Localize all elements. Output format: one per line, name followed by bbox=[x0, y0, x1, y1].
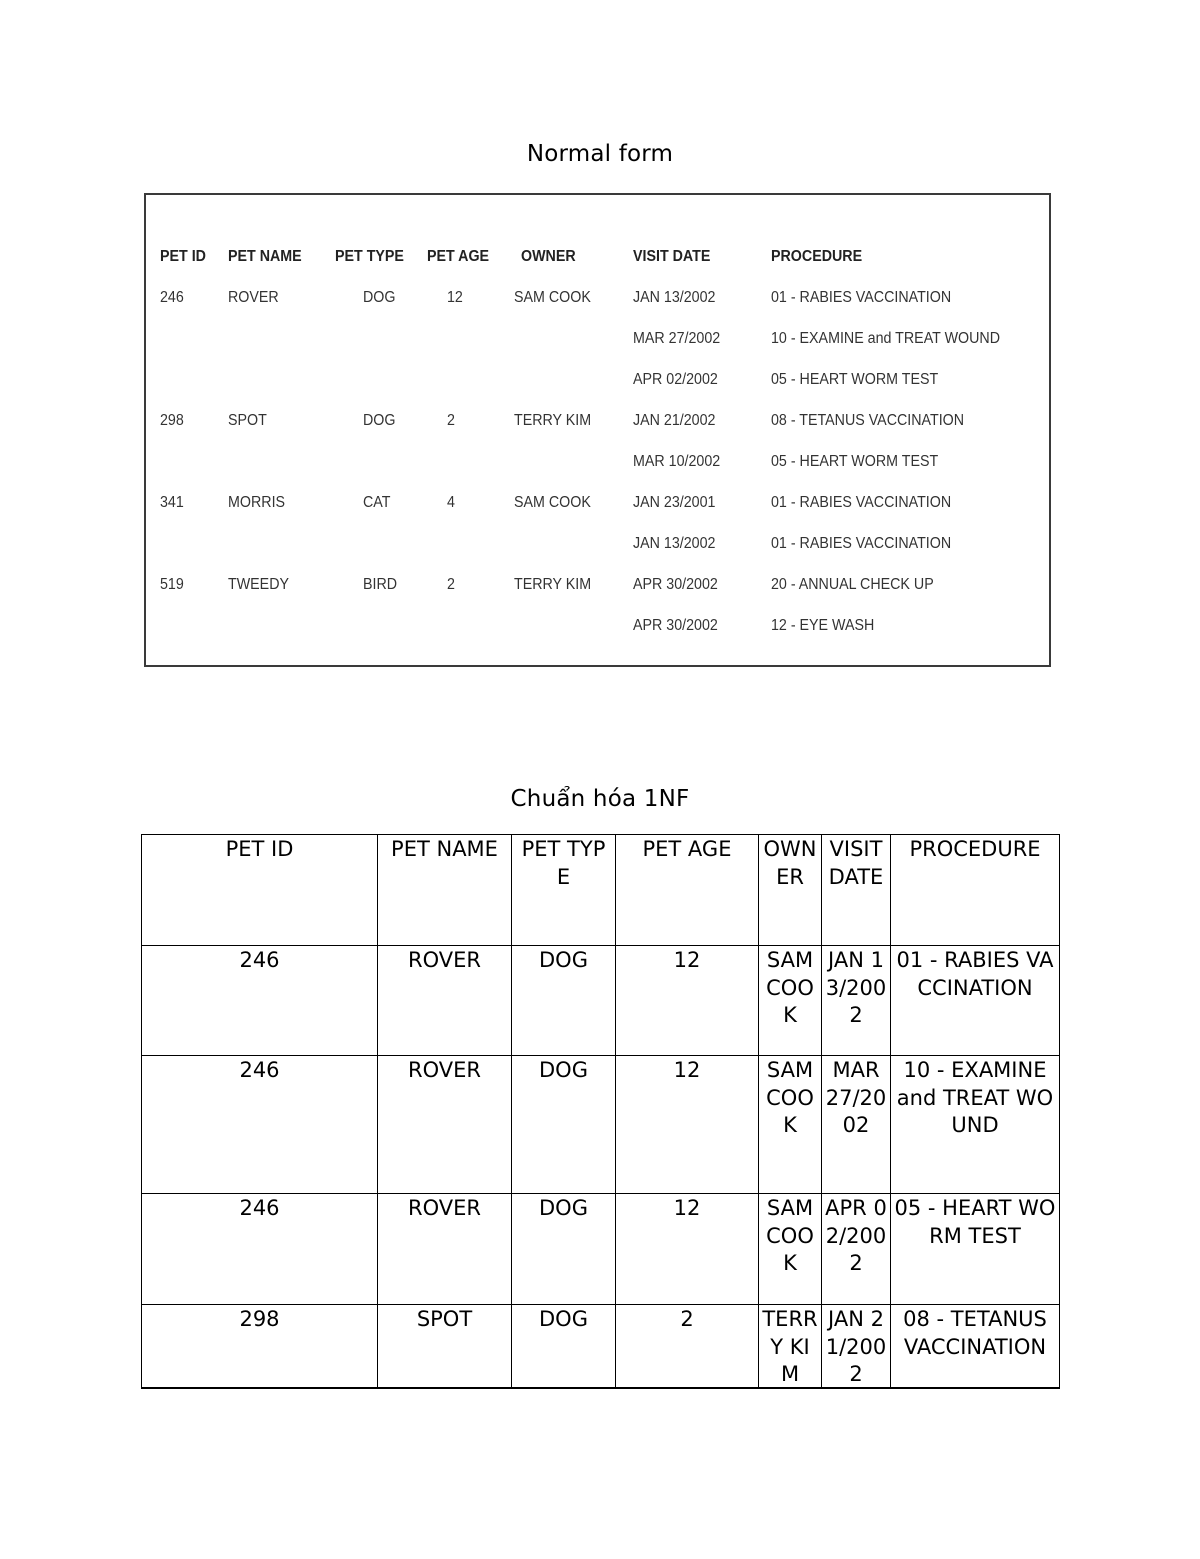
scan-cell: MORRIS bbox=[228, 494, 286, 511]
table-row bbox=[142, 1056, 1060, 1194]
table-cell: ROVER bbox=[378, 946, 512, 1056]
scan-header-cell: PET NAME bbox=[228, 248, 302, 265]
table-cut-line bbox=[141, 1387, 1060, 1389]
scan-cell: 01 - RABIES VACCINATION bbox=[771, 535, 952, 552]
page-bottom-margin bbox=[138, 1389, 1062, 1559]
table-cell: 01 - RABIES VACCINATION bbox=[891, 946, 1060, 1056]
table-cell: ROVER bbox=[378, 1194, 512, 1305]
scan-cell: APR 30/2002 bbox=[633, 617, 718, 634]
scan-header-cell: VISIT DATE bbox=[633, 248, 711, 265]
header-cell: PET TYPE bbox=[512, 835, 616, 946]
scan-cell: JAN 13/2002 bbox=[633, 289, 716, 306]
scan-header-cell: PET AGE bbox=[427, 248, 490, 265]
scan-cell: MAR 10/2002 bbox=[633, 453, 721, 470]
scan-cell: 05 - HEART WORM TEST bbox=[771, 453, 939, 470]
table-cell: 2 bbox=[616, 1305, 759, 1445]
first-nf-table bbox=[141, 834, 1060, 1445]
scan-cell: 05 - HEART WORM TEST bbox=[771, 371, 939, 388]
scan-cell: 341 bbox=[160, 494, 184, 511]
scan-cell: TWEEDY bbox=[228, 576, 290, 593]
scan-cell: ROVER bbox=[228, 289, 279, 306]
normal-form-title: Normal form bbox=[526, 141, 674, 167]
scan-cell: BIRD bbox=[363, 576, 398, 593]
table-cell: 05 - HEART WORM TEST bbox=[891, 1194, 1060, 1305]
scan-cell: 20 - ANNUAL CHECK UP bbox=[771, 576, 934, 593]
normal-form-table-image bbox=[144, 193, 1051, 667]
table-cell: MAR 27/2002 bbox=[822, 1056, 891, 1194]
scan-cell: 4 bbox=[447, 494, 455, 511]
scan-cell: DOG bbox=[363, 412, 396, 429]
scan-cell: APR 30/2002 bbox=[633, 576, 718, 593]
table-cell: ROVER bbox=[378, 1056, 512, 1194]
table-cell: DOG bbox=[512, 1194, 616, 1305]
header-cell: OWNER bbox=[759, 835, 822, 946]
table-cell: TERRY KIM bbox=[759, 1305, 822, 1445]
table-cell: 298 bbox=[142, 1305, 378, 1445]
header-cell: PET ID bbox=[142, 835, 378, 946]
table-cell: SAM COOK bbox=[759, 1056, 822, 1194]
scan-cell: SAM COOK bbox=[514, 289, 591, 306]
table-row bbox=[142, 1194, 1060, 1305]
scan-cell: 08 - TETANUS VACCINATION bbox=[771, 412, 965, 429]
scan-cell: SPOT bbox=[228, 412, 267, 429]
table-cell: SAM COOK bbox=[759, 946, 822, 1056]
scan-cell: TERRY KIM bbox=[514, 576, 592, 593]
scan-cell: 12 - EYE WASH bbox=[771, 617, 875, 634]
header-row bbox=[142, 835, 1060, 946]
header-cell: PET AGE bbox=[616, 835, 759, 946]
table-cell: DOG bbox=[512, 1305, 616, 1445]
scan-cell: JAN 21/2002 bbox=[633, 412, 716, 429]
table-cell: DOG bbox=[512, 1056, 616, 1194]
table-cell: SPOT bbox=[378, 1305, 512, 1445]
scan-cell: 01 - RABIES VACCINATION bbox=[771, 289, 952, 306]
table-cell: DOG bbox=[512, 946, 616, 1056]
scan-cell: 2 bbox=[447, 576, 455, 593]
table-cell: SAM COOK bbox=[759, 1194, 822, 1305]
scan-cell: TERRY KIM bbox=[514, 412, 592, 429]
scan-cell: APR 02/2002 bbox=[633, 371, 718, 388]
scan-cell: JAN 23/2001 bbox=[633, 494, 716, 511]
scan-cell: 01 - RABIES VACCINATION bbox=[771, 494, 952, 511]
scan-cell: CAT bbox=[363, 494, 391, 511]
scan-header-cell: OWNER bbox=[521, 248, 576, 265]
scan-cell: MAR 27/2002 bbox=[633, 330, 721, 347]
scan-header-cell: PET TYPE bbox=[335, 248, 404, 265]
scan-cell: 519 bbox=[160, 576, 184, 593]
scan-cell: 2 bbox=[447, 412, 455, 429]
table-row bbox=[142, 946, 1060, 1056]
scan-header-cell: PET ID bbox=[160, 248, 206, 265]
header-cell: PROCEDURE bbox=[891, 835, 1060, 946]
header-cell: VISIT DATE bbox=[822, 835, 891, 946]
scan-header-cell: PROCEDURE bbox=[771, 248, 863, 265]
table-cell: 10 - EXAMINE and TREAT WOUND bbox=[891, 1056, 1060, 1194]
table-cell: JAN 13/2002 bbox=[822, 946, 891, 1056]
header-cell: PET NAME bbox=[378, 835, 512, 946]
table-cell: 246 bbox=[142, 1056, 378, 1194]
scan-cell: 246 bbox=[160, 289, 184, 306]
scan-cell: DOG bbox=[363, 289, 396, 306]
first-nf-title: Chuẩn hóa 1NF bbox=[510, 786, 690, 812]
table-cell: JAN 21/2002 bbox=[822, 1305, 891, 1445]
scan-cell: SAM COOK bbox=[514, 494, 591, 511]
table-cell: 08 - TETANUS VACCINATION bbox=[891, 1305, 1060, 1445]
table-cell: 12 bbox=[616, 1056, 759, 1194]
table-cell: 12 bbox=[616, 1194, 759, 1305]
scan-cell: 10 - EXAMINE and TREAT WOUND bbox=[771, 330, 1001, 347]
scan-cell: 298 bbox=[160, 412, 184, 429]
scan-cell: JAN 13/2002 bbox=[633, 535, 716, 552]
table-cell: 246 bbox=[142, 946, 378, 1056]
table-cell: 246 bbox=[142, 1194, 378, 1305]
scan-cell: 12 bbox=[447, 289, 463, 306]
table-cell: APR 02/2002 bbox=[822, 1194, 891, 1305]
table-cell: 12 bbox=[616, 946, 759, 1056]
